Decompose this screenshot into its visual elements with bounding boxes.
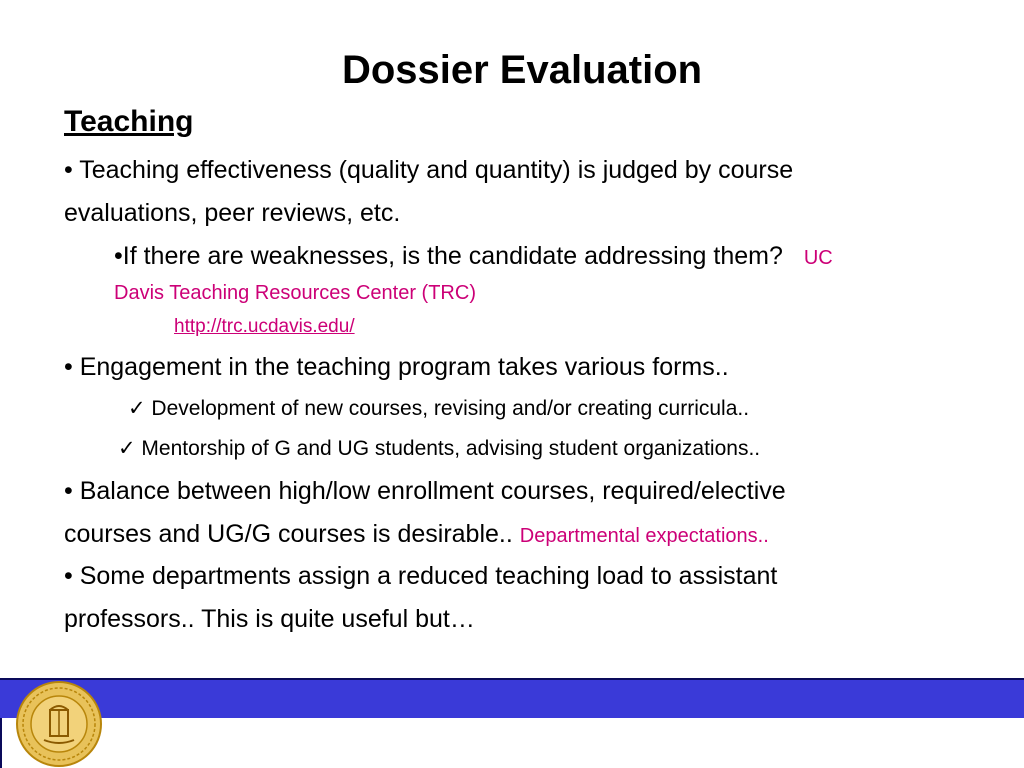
bullet-reduced-load-line1: • Some departments assign a reduced teaching load to assistant	[64, 562, 778, 590]
slide-title: Dossier Evaluation	[341, 48, 703, 92]
departmental-expectations-note: Departmental expectations..	[519, 525, 769, 547]
footer-lower-band	[0, 718, 1024, 768]
bullet-engagement: • Engagement in the teaching program takes various forms..	[64, 353, 729, 381]
footer-band	[0, 678, 1024, 720]
trc-note: Davis Teaching Resources Center (TRC)	[114, 282, 476, 304]
bullet-teaching-effectiveness-line1: • Teaching effectiveness (quality and quantity) is judged by course	[64, 156, 794, 184]
university-seal-icon	[14, 680, 104, 768]
bullet-reduced-load-line2: professors.. This is quite useful but…	[64, 605, 475, 633]
bullet-teaching-effectiveness-line2: evaluations, peer reviews, etc.	[64, 199, 401, 227]
trc-url[interactable]: http://trc.ucdavis.edu/	[174, 316, 355, 337]
section-heading-teaching: Teaching	[64, 105, 194, 138]
trc-note-start: UC	[803, 247, 833, 269]
sub-bullet-weaknesses	[114, 238, 833, 276]
trc-link[interactable]	[174, 312, 355, 342]
check-mentorship: ✓ Mentorship of G and UG students, advising student organizations..	[118, 437, 761, 460]
bullet-balance-line2	[64, 516, 769, 554]
sub-bullet-weaknesses-text: •If there are weaknesses, is the candidate addressing them?	[114, 242, 783, 270]
check-development: ✓ Development of new courses, revising and/or creating curricula..	[128, 397, 750, 420]
bullet-balance-line1: • Balance between high/low enrollment courses, required/elective	[64, 477, 786, 505]
bullet-balance-line2-text: courses and UG/G courses is desirable..	[64, 520, 513, 548]
